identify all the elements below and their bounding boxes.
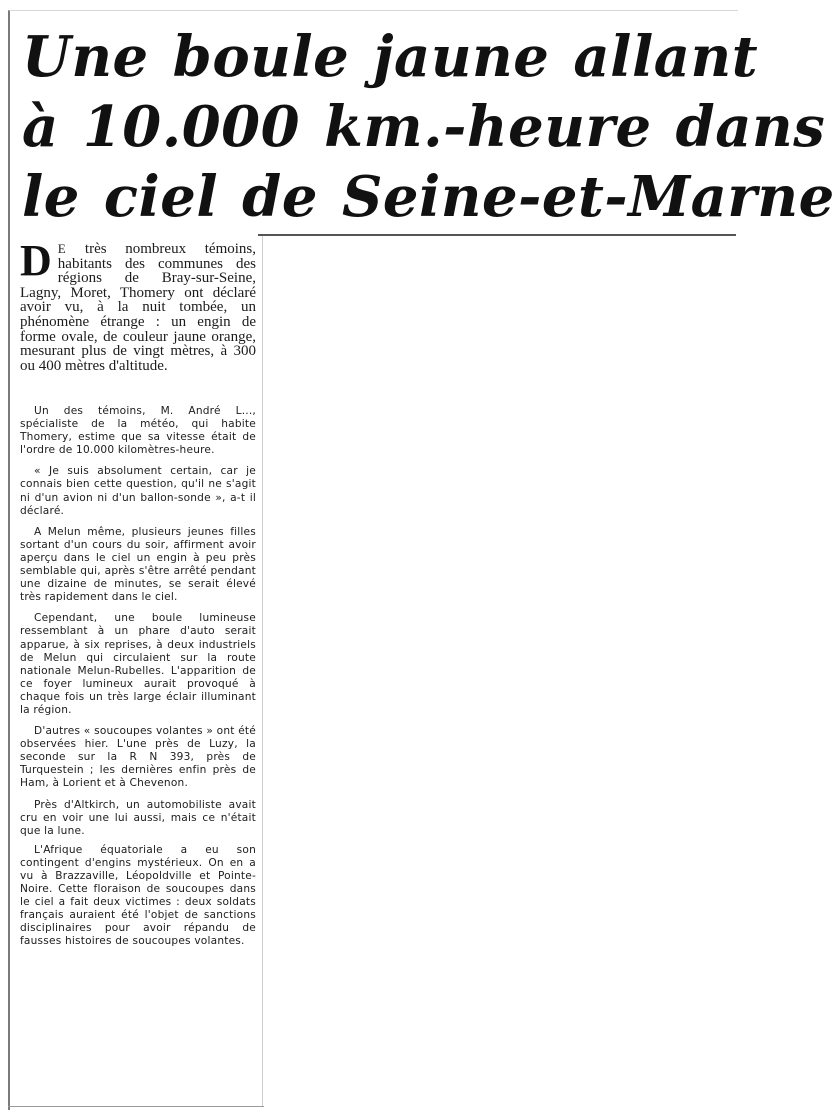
column-right-border <box>262 236 263 1106</box>
headline-line-2: à 10.000 km.-heure dans <box>22 94 826 160</box>
article-lead-paragraph <box>20 236 256 374</box>
lead-first-word: E <box>57 241 67 256</box>
body-paragraph-2: « Je suis absolument certain, car je connais bien cette question, qu'il ne s'agit ni d'un avion ni d'un ballon-sonde », a-t il déclaré. <box>20 465 256 517</box>
body-paragraph-3: A Melun même, plusieurs jeunes filles sortant d'un cours du soir, affirment avoir aperçu dans le ciel un engin à peu près semblable qui, après s'être arrêté pendant une dizaine de minutes, se serait élevé très rapidement dans le ciel. <box>20 525 256 604</box>
drop-cap-letter: D <box>20 236 52 285</box>
lead-text: très nombreux témoins, habitants des communes des régions de Bray-sur-Seine, Lagny, Moret, Thomery ont déclaré avoir vu, à la nuit tombée, un phénomène étrange : un engin de forme ovale, de couleur jaune orange, mesurant plus de vingt mètres, à 300 ou 400 mètres d'altitude. <box>20 241 256 374</box>
article-body <box>20 405 256 957</box>
body-paragraph-1: Un des témoins, M. André L..., spécialiste de la météo, qui habite Thomery, estime que sa vitesse était de l'ordre de 10.000 kilomètres-heure. <box>20 405 256 457</box>
article-headline <box>22 22 835 232</box>
body-paragraph-6: Près d'Altkirch, un automobiliste avait cru en voir une lui aussi, mais ce n'était que la lune. <box>20 798 256 837</box>
body-paragraph-4: Cependant, une boule lumineuse ressemblant à un phare d'auto serait apparue, à six reprises, à deux industriels de Melun qui circulaient sur la route nationale Melun-Rubelles. L'apparition de ce foyer lumineux aurait provoqué à chaque fois un très large éclair illuminant la région. <box>20 612 256 716</box>
headline-underline-rule <box>258 234 736 236</box>
bottom-rule <box>8 1106 264 1107</box>
column-left-border <box>8 232 10 1110</box>
body-paragraph-7: L'Afrique équatoriale a eu son contingent d'engins mystérieux. On en a vu à Brazzaville, Léopoldville et Pointe-Noire. Cette floraison de soucoupes dans le ciel a fait deux victimes : deux soldats français auraient été l'objet de sanctions disciplinaires pour avoir répandu de fausses histoires de soucoupes volantes. <box>20 843 256 948</box>
headline-line-3: le ciel de Seine-et-Marne <box>22 164 835 230</box>
body-paragraph-5: D'autres « soucoupes volantes » ont été observées hier. L'une près de Luzy, la seconde sur la R N 393, près de Turquestein ; les dernières enfin près de Ham, à Lorient et à Chevenon. <box>20 725 256 790</box>
headline-line-1: Une boule jaune allant <box>22 24 759 90</box>
